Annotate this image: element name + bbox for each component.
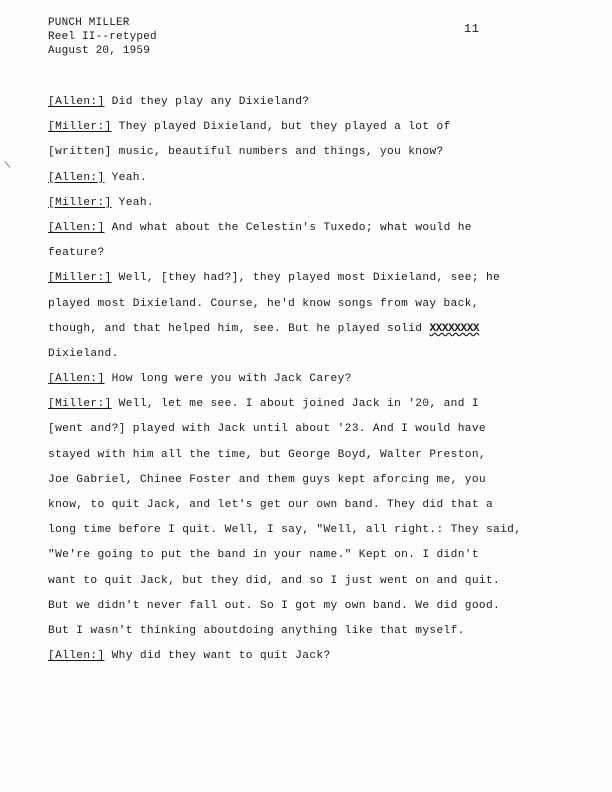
transcript-line [48, 321, 588, 346]
line-text: Did they play any Dixieland? [104, 96, 310, 108]
header-name: PUNCH MILLER [48, 17, 130, 29]
speaker-label: [Miller:] [48, 121, 112, 134]
transcript-line [48, 547, 588, 572]
line-text: "We're going to put the band in your name." Kept on. I didn't [48, 549, 479, 562]
transcript-line [48, 296, 588, 321]
line-text: But I wasn't thinking aboutdoing anything like that myself. [48, 624, 465, 637]
line-text: They played Dixieland, but they played a lot of [111, 121, 451, 134]
line-text: Yeah. [111, 196, 154, 209]
line-text: And what about the Celestin's Tuxedo; what would he [104, 221, 472, 234]
speaker-label: [Allen:] [48, 171, 105, 184]
transcript-line [48, 195, 588, 220]
transcript-line [48, 220, 588, 245]
line-text: long time before I quit. Well, I say, "Well, all right.: They said, [48, 524, 522, 537]
line-text: Yeah. [104, 171, 147, 184]
line-text: [went and?] played with Jack until about '23. And I would have [48, 423, 486, 436]
header-reel: Reel II--retyped [48, 31, 157, 43]
line-text: Well, let me see. I about joined Jack in '20, and I [111, 398, 479, 411]
line-text: though, and that helped him, see. But he played solid [48, 322, 430, 335]
transcript-body [48, 94, 588, 673]
line-text: feature? [48, 247, 105, 260]
line-text: know, to quit Jack, and let's get our own band. They did that a [48, 499, 494, 511]
line-text: But we didn't never fall out. So I got my own band. We did good. [48, 599, 501, 612]
transcript-line [48, 623, 588, 648]
speaker-label: [Allen:] [48, 650, 105, 663]
transcript-line [48, 497, 588, 522]
speaker-label: [Allen:] [48, 96, 105, 108]
transcript-line [48, 447, 588, 472]
transcript-line [48, 598, 588, 623]
page-number: 11 [464, 22, 480, 36]
transcript-line [48, 94, 588, 119]
transcript-line [48, 396, 588, 421]
line-text: [written] music, beautiful numbers and things, you know? [48, 146, 444, 159]
transcript-line [48, 472, 588, 497]
transcript-line [48, 522, 588, 547]
line-text: How long were you with Jack Carey? [104, 373, 352, 386]
speaker-label: [Miller:] [48, 196, 112, 209]
line-text: stayed with him all the time, but George Boyd, Walter Preston, [48, 448, 486, 461]
line-text: Joe Gabriel, Chinee Foster and them guys kept aforcing me, you [48, 473, 486, 486]
line-text: played most Dixieland. Course, he'd know songs from way back, [48, 297, 479, 310]
line-text: Why did they want to quit Jack? [104, 650, 331, 663]
transcript-line [48, 421, 588, 446]
header-date: August 20, 1959 [48, 45, 151, 57]
transcript-line [48, 573, 588, 598]
page-header [48, 16, 157, 58]
line-text: Well, [they had?], they played most Dixieland, see; he [111, 272, 501, 285]
transcript-line [48, 648, 588, 673]
line-text: want to quit Jack, but they did, and so I just went on and quit. [48, 574, 501, 587]
transcript-line [48, 371, 588, 396]
transcript-line [48, 170, 588, 195]
struck-out-text: XXXXXXXX [429, 322, 480, 335]
speaker-label: [Allen:] [48, 221, 105, 234]
speaker-label: [Miller:] [48, 272, 112, 285]
speaker-label: [Miller:] [48, 398, 112, 411]
transcript-line [48, 346, 588, 371]
transcript-line [48, 245, 588, 270]
speaker-label: [Allen:] [48, 373, 105, 386]
line-text: Dixieland. [48, 347, 119, 360]
stray-pen-mark [4, 156, 16, 168]
transcript-line [48, 119, 588, 144]
transcript-line [48, 144, 588, 169]
transcript-line [48, 270, 588, 295]
